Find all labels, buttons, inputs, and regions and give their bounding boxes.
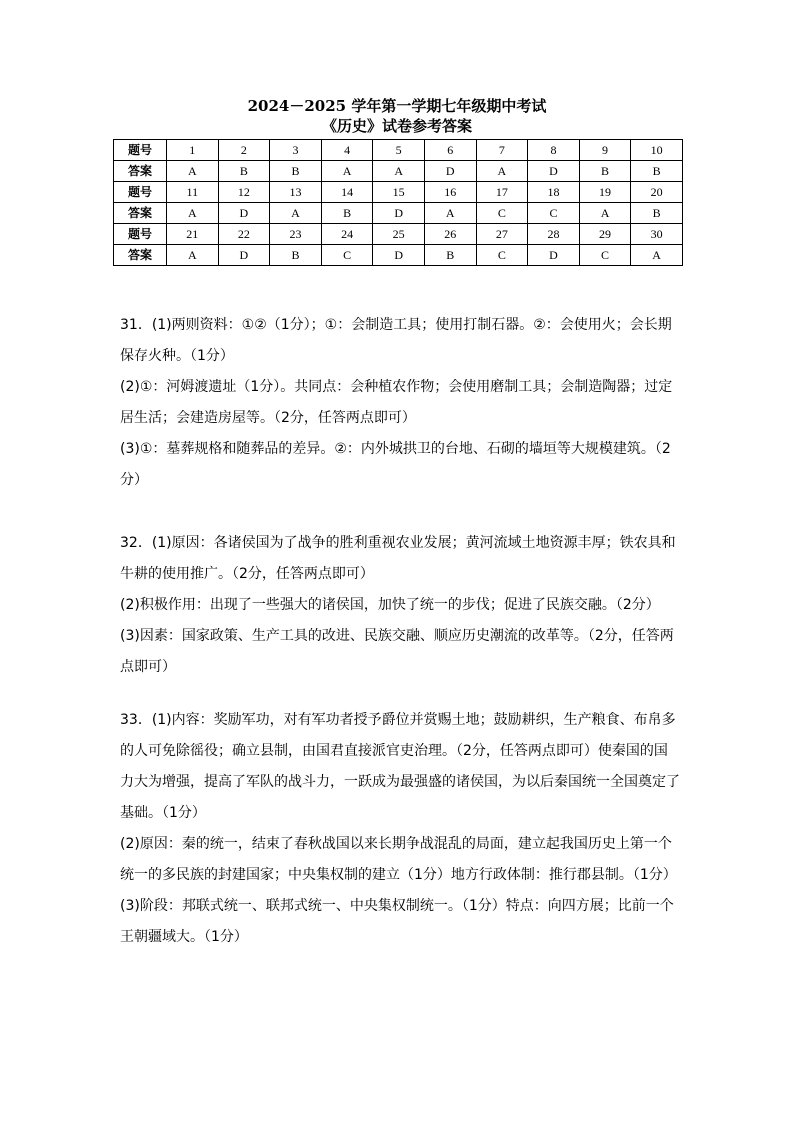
q33-part2: (2)原因：秦的统一，结束了春秋战国以来长期争战混乱的局面，建立起我国历史上第一个统一的多民族的封建国家；中央集权制的建立（1分）地方行政体制：推行郡县制。（1分） [120, 836, 677, 883]
answer-cell: A [270, 203, 322, 224]
answer-cell: A [373, 161, 425, 182]
answer-cell: D [424, 161, 476, 182]
question-32-answer [120, 528, 680, 683]
answer-cell: A [167, 161, 219, 182]
question-number: 24 [321, 224, 373, 245]
table-row-numbers-1 [114, 140, 683, 161]
question-number: 7 [476, 140, 528, 161]
table-row-answers-2 [114, 203, 683, 224]
question-number: 8 [528, 140, 580, 161]
question-number: 28 [528, 224, 580, 245]
q31-part2: (2)①：河姆渡遗址（1分）。共同点：会种植农作物；会使用磨制工具；会制造陶器；过定居生活；会建造房屋等。（2分，任答两点即可） [120, 379, 673, 426]
question-number: 29 [579, 224, 631, 245]
question-number: 27 [476, 224, 528, 245]
answer-cell: C [579, 245, 631, 266]
answer-cell: D [528, 161, 580, 182]
question-number: 11 [167, 182, 219, 203]
row-label-answer: 答案 [114, 203, 167, 224]
question-number: 9 [579, 140, 631, 161]
question-number: 25 [373, 224, 425, 245]
answer-cell: B [270, 161, 322, 182]
answer-cell: B [424, 245, 476, 266]
answer-cell: B [218, 161, 270, 182]
table-row-answers-3 [114, 245, 683, 266]
question-number: 22 [218, 224, 270, 245]
question-number: 13 [270, 182, 322, 203]
table-row-numbers-3 [114, 224, 683, 245]
answer-cell: A [167, 203, 219, 224]
question-number: 6 [424, 140, 476, 161]
answer-cell: A [631, 245, 683, 266]
answer-cell: D [373, 203, 425, 224]
answer-cell: A [579, 203, 631, 224]
q33-part3: (3)阶段：邦联式统一、联邦式统一、中央集权制统一。（1分）特点：向四方展；比前一个王朝疆域大。（1分） [120, 898, 674, 945]
row-label-question: 题号 [114, 182, 167, 203]
question-number: 4 [321, 140, 373, 161]
q32-part3: (3)因素：国家政策、生产工具的改进、民族交融、顺应历史潮流的改革等。（2分，任答两点即可） [120, 628, 674, 675]
question-number: 23 [270, 224, 322, 245]
answer-cell: B [270, 245, 322, 266]
q31-part3: (3)①：墓葬规格和随葬品的差异。②：内外城拱卫的台地、石砌的墙垣等大规模建筑。（2分） [120, 441, 671, 488]
answer-cell: A [321, 161, 373, 182]
answer-cell: A [476, 161, 528, 182]
question-number: 15 [373, 182, 425, 203]
answer-cell: C [528, 203, 580, 224]
row-label-question: 题号 [114, 140, 167, 161]
exam-title: 2024－2025 学年第一学期七年级期中考试 [247, 97, 547, 115]
row-label-answer: 答案 [114, 245, 167, 266]
q32-part2: (2)积极作用：出现了一些强大的诸侯国，加快了统一的步伐；促进了民族交融。（2分） [120, 597, 660, 613]
question-number: 3 [270, 140, 322, 161]
answer-cell: D [218, 203, 270, 224]
q33-part1: 33．(1)内容：奖励军功，对有军功者授予爵位并赏赐土地；鼓励耕织，生产粮食、布帛多的人可免除徭役；确立县制，由国君直接派官吏治理。（2分，任答两点即可）使秦国的国力大为增强，提高了军队的战斗力，一跃成为最强盛的诸侯国，为以后秦国统一全国奠定了基础。（1分） [120, 712, 680, 821]
question-number: 30 [631, 224, 683, 245]
question-number: 19 [579, 182, 631, 203]
answer-cell: B [631, 203, 683, 224]
question-number: 18 [528, 182, 580, 203]
question-number: 16 [424, 182, 476, 203]
answer-cell: D [218, 245, 270, 266]
answer-cell: C [476, 203, 528, 224]
answer-cell: A [167, 245, 219, 266]
answer-table [113, 139, 683, 266]
question-number: 10 [631, 140, 683, 161]
question-number: 17 [476, 182, 528, 203]
answer-cell: B [631, 161, 683, 182]
question-33-answer [120, 705, 680, 953]
answer-cell: D [528, 245, 580, 266]
question-number: 14 [321, 182, 373, 203]
row-label-answer: 答案 [114, 161, 167, 182]
question-31-answer [120, 310, 680, 496]
table-row-answers-1 [114, 161, 683, 182]
question-number: 2 [218, 140, 270, 161]
answer-cell: D [373, 245, 425, 266]
answer-cell: B [321, 203, 373, 224]
q32-part1: 32．(1)原因：各诸侯国为了战争的胜利重视农业发展；黄河流域土地资源丰厚；铁农具和牛耕的使用推广。（2分，任答两点即可） [120, 535, 676, 582]
answer-cell: C [321, 245, 373, 266]
answer-cell: A [424, 203, 476, 224]
exam-subtitle: 《历史》试卷参考答案 [321, 117, 472, 135]
row-label-question: 题号 [114, 224, 167, 245]
answer-cell: B [579, 161, 631, 182]
answer-cell: C [476, 245, 528, 266]
question-number: 21 [167, 224, 219, 245]
question-number: 5 [373, 140, 425, 161]
table-row-numbers-2 [114, 182, 683, 203]
question-number: 20 [631, 182, 683, 203]
q31-part1: 31．(1)两则资料：①②（1分）；①：会制造工具；使用打制石器。②：会使用火；会长期保存火种。（1分） [120, 317, 672, 364]
question-number: 12 [218, 182, 270, 203]
question-number: 1 [167, 140, 219, 161]
question-number: 26 [424, 224, 476, 245]
